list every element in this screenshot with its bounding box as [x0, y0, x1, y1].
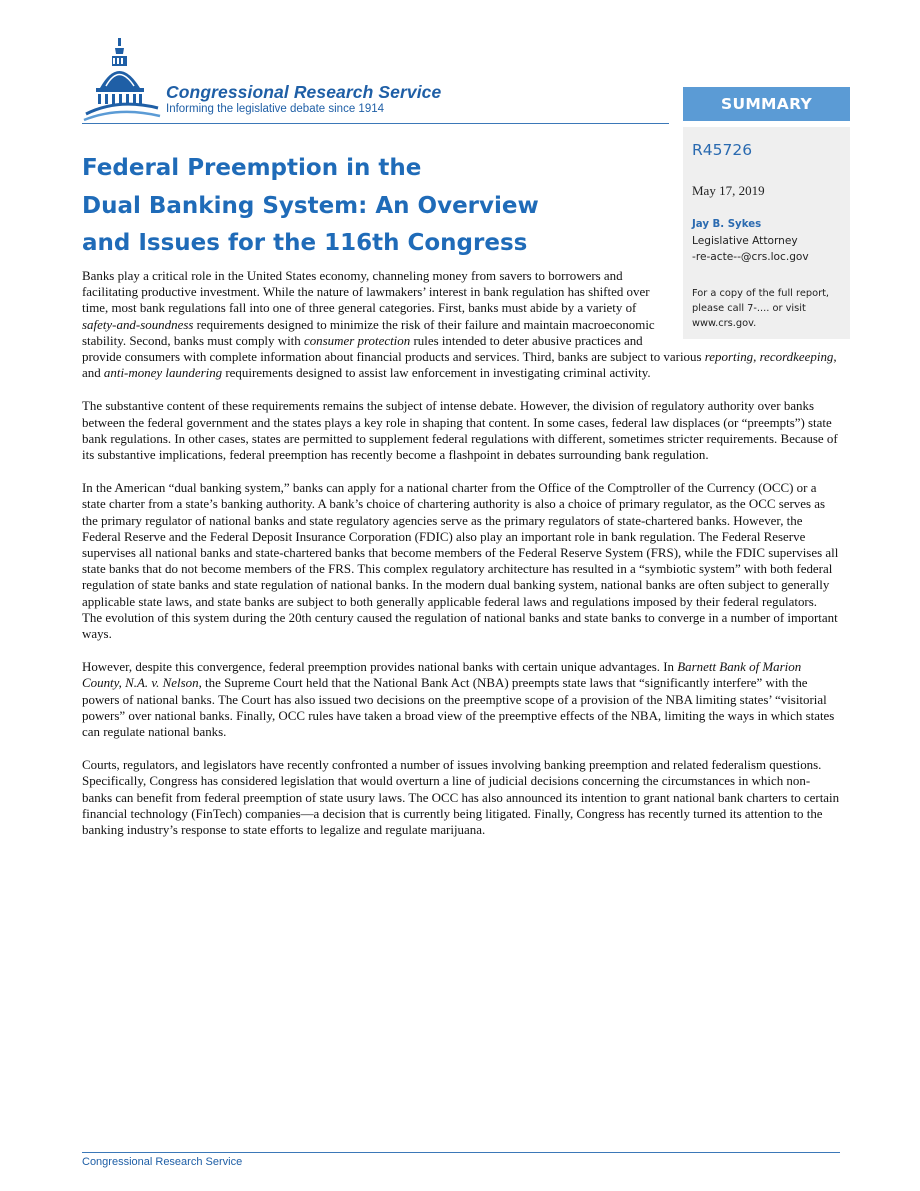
summary-paragraph [82, 659, 840, 740]
text-run: requirements designed to minimize the risk of their failure and maintain macroeconomic stability. Second, banks must comply with [82, 316, 655, 348]
report-title [82, 150, 602, 263]
text-run: rules intended to deter abusive practices and provide consumers with complete information about financial products and services. Third, banks are subject to various [82, 332, 705, 365]
italic-term: recordkeeping [759, 349, 834, 365]
author-email[interactable]: -re-acte--@crs.loc.gov [692, 251, 809, 263]
text-run: , and [82, 349, 837, 381]
author-title: Legislative Attorney [692, 235, 798, 247]
italic-term: reporting [704, 349, 754, 365]
text-run: , [753, 349, 760, 365]
italic-term: safety-and-soundness [82, 316, 194, 332]
summary-heading: SUMMARY [683, 87, 850, 121]
text-run: However, despite this convergence, federal preemption provides national banks with certain unique advantages. In [82, 659, 678, 675]
org-tagline: Informing the legislative debate since 1914 [166, 103, 385, 115]
footer-org-name: Congressional Research Service [82, 1156, 243, 1168]
sidebar-wrap-spacer [668, 268, 840, 336]
summary-paragraph [82, 398, 840, 463]
footer-divider [82, 1152, 840, 1153]
text-run: requirements designed to assist law enforcement in investigating criminal activity. [222, 365, 651, 381]
title-line: and Issues for the 116th Congress [82, 230, 528, 256]
report-id: R45726 [692, 141, 753, 159]
summary-paragraph [82, 480, 840, 642]
text-run: In the American “dual banking system,” banks can apply for a national charter from the Office of the Comptroller of the Currency (OCC) or a state charter from a state’s banking authority. A bank’s choice of chartering authority is also a choice of primary regulator, as the OCC serves as the primary regulator of national banks and state regulatory agencies serve as the primary regulators of state-chartered banks. However, the Federal Reserve and the Federal Deposit Insurance Corporation (FDIC) also play an important role in bank regulation. The Federal Reserve supervises all national banks and state-chartered banks that become members of the Federal Reserve System (FRS), while the FDIC supervises all state banks that do not become members of the FRS. This complex regulatory architecture has resulted in a “symbiotic system” with both federal regulation of state banks and state regulation of national banks. In the modern dual banking system, national banks are often subject to generally applicable state laws, and state banks are subject to both generally applicable federal laws and regulations imposed by their federal regulators. The evolution of this system during the 20th century caused the regulation of national banks and state banks to converge in a number of important ways. [82, 480, 839, 642]
header-divider [82, 123, 669, 124]
title-line: Federal Preemption in the [82, 155, 422, 181]
capitol-dome-icon [82, 36, 162, 122]
summary-body [82, 268, 840, 855]
crs-logo[interactable] [82, 36, 472, 122]
author-name: Jay B. Sykes [692, 219, 762, 230]
text-run: Banks play a critical role in the United States economy, channeling money from savers to borrowers and facilitating productive investment. While the nature of lawmakers’ interest in bank regulation has shifted over time, most bank regulations fall into one of three general categories. First, banks must abide by a variety of [82, 268, 650, 316]
text-run: The substantive content of these requirements remains the subject of intense debate. However, the division of regulatory authority over banks between the federal government and the states plays a key role in shaping that content. In some cases, federal law displaces (or “preempts”) state bank regulations. In other cases, states are permitted to supplement federal regulations with different, sometimes stricter requirements. Because of its substantive implications, federal preemption has recently become a flashpoint in debates surrounding bank regulation. [82, 398, 838, 463]
italic-term: consumer protection [303, 332, 411, 348]
text-run: Courts, regulators, and legislators have recently confronted a number of issues involving banking preemption and related federalism questions. Specifically, Congress has considered legislation that would overturn a line of judicial decisions concerning the circumstances in which non-banks can benefit from federal preemption of state usury laws. The OCC has also announced its intention to grant national bank charters to certain financial technology (FinTech) companies—a decision that is currently being litigated. Finally, Congress has recently turned its attention to the banking industry’s response to state efforts to legalize and regulate marijuana. [82, 757, 840, 838]
text-run: , the Supreme Court held that the National Bank Act (NBA) preempts state laws that “significantly interfere” with the powers of national banks. The Court has also issued two decisions on the preemptive scope of a provision of the NBA limiting states’ “visitorial powers” over national banks. Finally, OCC rules have taken a broad view of the preemptive effects of the NBA, limiting the ways in which states can regulate national banks. [82, 675, 835, 740]
summary-paragraph [82, 757, 840, 838]
report-date: May 17, 2019 [692, 183, 765, 198]
italic-term: Barnett Bank of Marion County, N.A. v. Nelson [82, 659, 802, 691]
copy-note: For a copy of the full report, please call 7-.... or visit www.crs.gov. [692, 288, 830, 329]
italic-term: anti-money laundering [103, 365, 223, 381]
title-line: Dual Banking System: An Overview [82, 192, 539, 219]
org-name: Congressional Research Service [166, 82, 442, 102]
